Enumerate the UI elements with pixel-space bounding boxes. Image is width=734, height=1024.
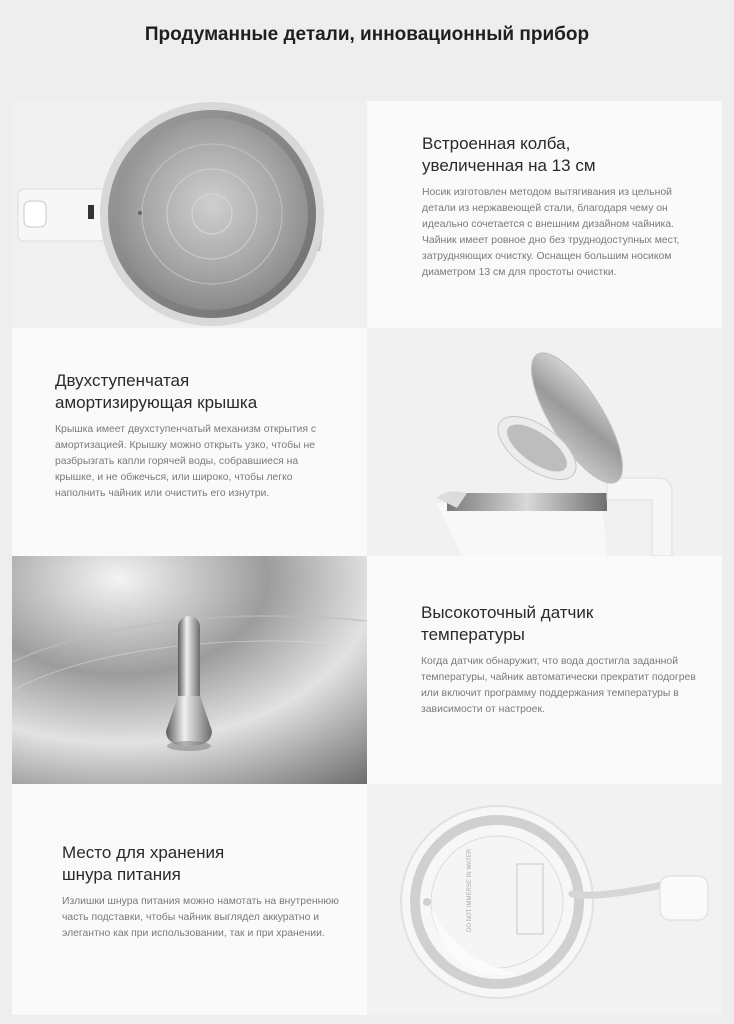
feature-card-cord [12, 784, 367, 1015]
page-title: Продуманные детали, инновационный прибор [144, 24, 590, 45]
base-cord-storage-photo [367, 784, 722, 1015]
feature-grid [12, 101, 722, 1015]
feature-description: Излишки шнура питания можно намотать на внутреннюю часть подставки, чтобы чайник выглядел аккуратно и элегантно как при использовании, так и при хранении. [62, 896, 339, 939]
base-warning-label: DO NOT IMMERSE IN WATER [467, 848, 473, 932]
feature-card-lid [12, 328, 367, 556]
feature-card-flask [367, 101, 722, 328]
feature-description: Носик изготовлен методом вытягивания из цельной детали из нержавеющей стали, благодаря чему он идеально сочетается с внешним дизайном чайника. Чайник имеет ровное дно без труднодоступных мест, затрудняющих очистку. Оснащен большим носиком диаметром 13 см для простоты очистки. [422, 187, 680, 278]
kettle-lid-photo [367, 328, 722, 556]
feature-heading: Встроенная колба, увеличенная на 13 см [422, 134, 596, 175]
temperature-sensor-photo [12, 556, 367, 784]
feature-description: Когда датчик обнаружит, что вода достигла заданной температуры, чайник автоматически прекратит подогрев или включит программу поддержания температуры в зависимости от настроек. [421, 656, 696, 715]
feature-heading: Высокоточный датчик температуры [421, 603, 594, 644]
feature-card-sensor [367, 556, 722, 784]
feature-description: Крышка имеет двухступенчатый механизм открытия с амортизацией. Крышку можно открыть узко, чтобы не разбрызгать капли горячей воды, собравшиеся на крышке, и не обжечься, или широко, чтобы легко наполнить чайник или очистить его изнутри. [55, 424, 317, 499]
feature-heading: Двухступенчатая амортизирующая крышка [55, 371, 258, 412]
kettle-interior-photo [12, 101, 367, 328]
feature-heading: Место для хранения шнура питания [62, 843, 225, 884]
